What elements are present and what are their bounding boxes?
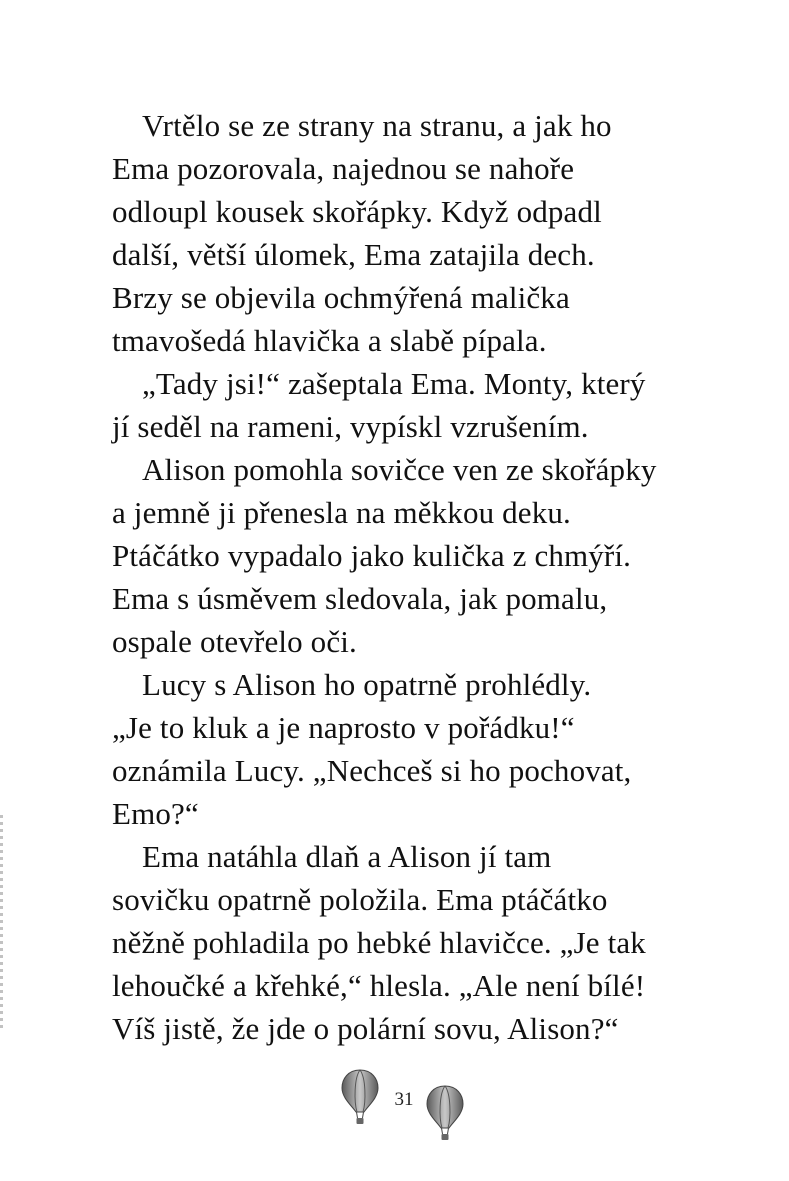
text-line: další, větší úlomek, Ema zatajila dech. <box>112 237 595 272</box>
text-line: „Tady jsi!“ zašeptala Ema. Monty, který <box>142 366 646 401</box>
text-line: Ptáčátko vypadalo jako kulička z chmýří. <box>112 538 632 573</box>
text-line: Vrtělo se ze strany na stranu, a jak ho <box>142 108 612 143</box>
page-footer <box>0 1068 789 1132</box>
text-line: Ema pozorovala, najednou se nahoře <box>112 151 575 186</box>
text-line: Alison pomohla sovičce ven ze skořápky <box>142 452 657 487</box>
text-line: jí seděl na rameni, vypískl vzrušením. <box>112 409 589 444</box>
page-number: 31 <box>394 1089 414 1110</box>
text-line: lehoučké a křehké,“ hlesla. „Ale není bílé! <box>112 968 646 1003</box>
text-line: Emo?“ <box>112 796 199 831</box>
text-line: Brzy se objevila ochmýřená malička <box>112 280 570 315</box>
hot-air-balloon-icon <box>425 1084 465 1144</box>
text-line: Ema s úsměvem sledovala, jak pomalu, <box>112 581 608 616</box>
page-edge-mark <box>0 815 3 1030</box>
text-line: Ema natáhla dlaň a Alison jí tam <box>142 839 552 874</box>
text-line: odloupl kousek skořápky. Když odpadl <box>112 194 602 229</box>
text-line: Lucy s Alison ho opatrně prohlédly. <box>142 667 592 702</box>
text-line: „Je to kluk a je naprosto v pořádku!“ <box>112 710 575 745</box>
hot-air-balloon-icon <box>340 1068 380 1128</box>
text-line: sovičku opatrně položila. Ema ptáčátko <box>112 882 608 917</box>
text-line: Víš jistě, že jde o polární sovu, Alison?“ <box>112 1011 619 1046</box>
text-line: oznámila Lucy. „Nechceš si ho pochovat, <box>112 753 632 788</box>
text-line: ospale otevřelo oči. <box>112 624 357 659</box>
text-line: tmavošedá hlavička a slabě pípala. <box>112 323 547 358</box>
text-line: a jemně ji přenesla na měkkou deku. <box>112 495 571 530</box>
text-line: něžně pohladila po hebké hlavičce. „Je tak <box>112 925 646 960</box>
body-text <box>112 104 772 1050</box>
